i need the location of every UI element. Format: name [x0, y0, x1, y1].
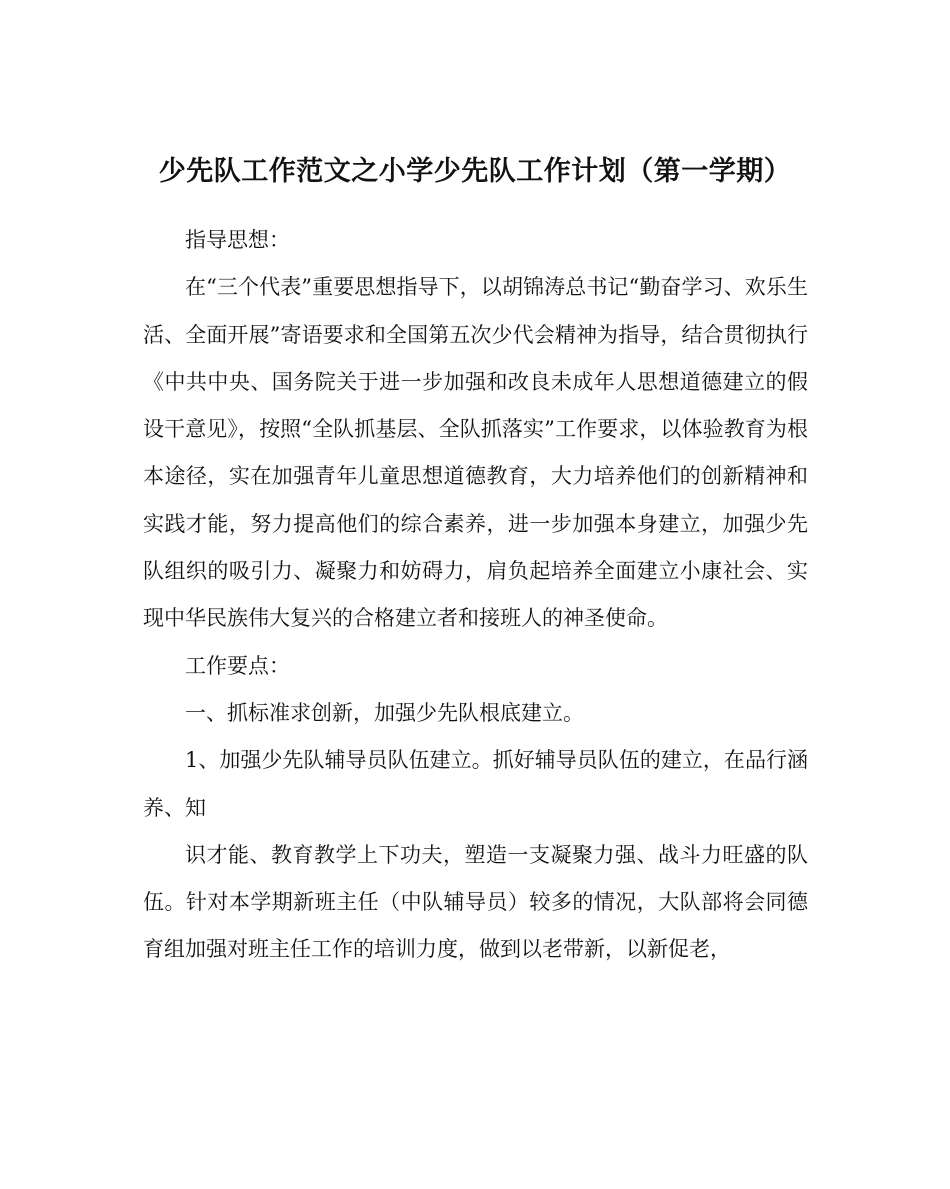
- paragraph-guiding-heading: 指导思想：: [185, 228, 290, 252]
- paragraph-guiding-ideology: 在“三个代表”重要思想指导下，以胡锦涛总书记“勤奋学习、欢乐生活、全面开展”寄语要求和全国第五次少代会精神为指导，结合贯彻执行《中共中央、国务院关于进一步加强和改良未成年人思想道德建立的假设干意见》，按照“全队抓基层、全队抓落实”工作要求，以体验教育为根本途径，实在加强青年儿童思想道德教育，大力培养他们的创新精神和实践才能，努力提高他们的综合素养，进一步加强本身建立，加强少先队组织的吸引力、凝聚力和妨碍力，肩负起培养全面建立小康社会、实现中华民族伟大复兴的合格建立者和接班人的神圣使命。: [143, 275, 808, 631]
- document-body: [143, 217, 808, 974]
- paragraph-item-one-continued: 识才能、教育教学上下功夫，塑造一支凝聚力强、战斗力旺盛的队伍。针对本学期新班主任（中队辅导员）较多的情况，大队部将会同德育组加强对班主任工作的培训力度，做到以老带新，以新促老，: [143, 842, 808, 962]
- paragraph-item-one: 1、加强少先队辅导员队伍建立。抓好辅导员队伍的建立，在品行涵养、知: [143, 748, 808, 820]
- paragraph-section-one: 一、抓标准求创新，加强少先队根底建立。: [185, 700, 584, 725]
- paragraph-work-points-heading: 工作要点：: [185, 653, 290, 678]
- document-title: 少先队工作范文之小学少先队工作计划（第一学期）: [158, 156, 792, 188]
